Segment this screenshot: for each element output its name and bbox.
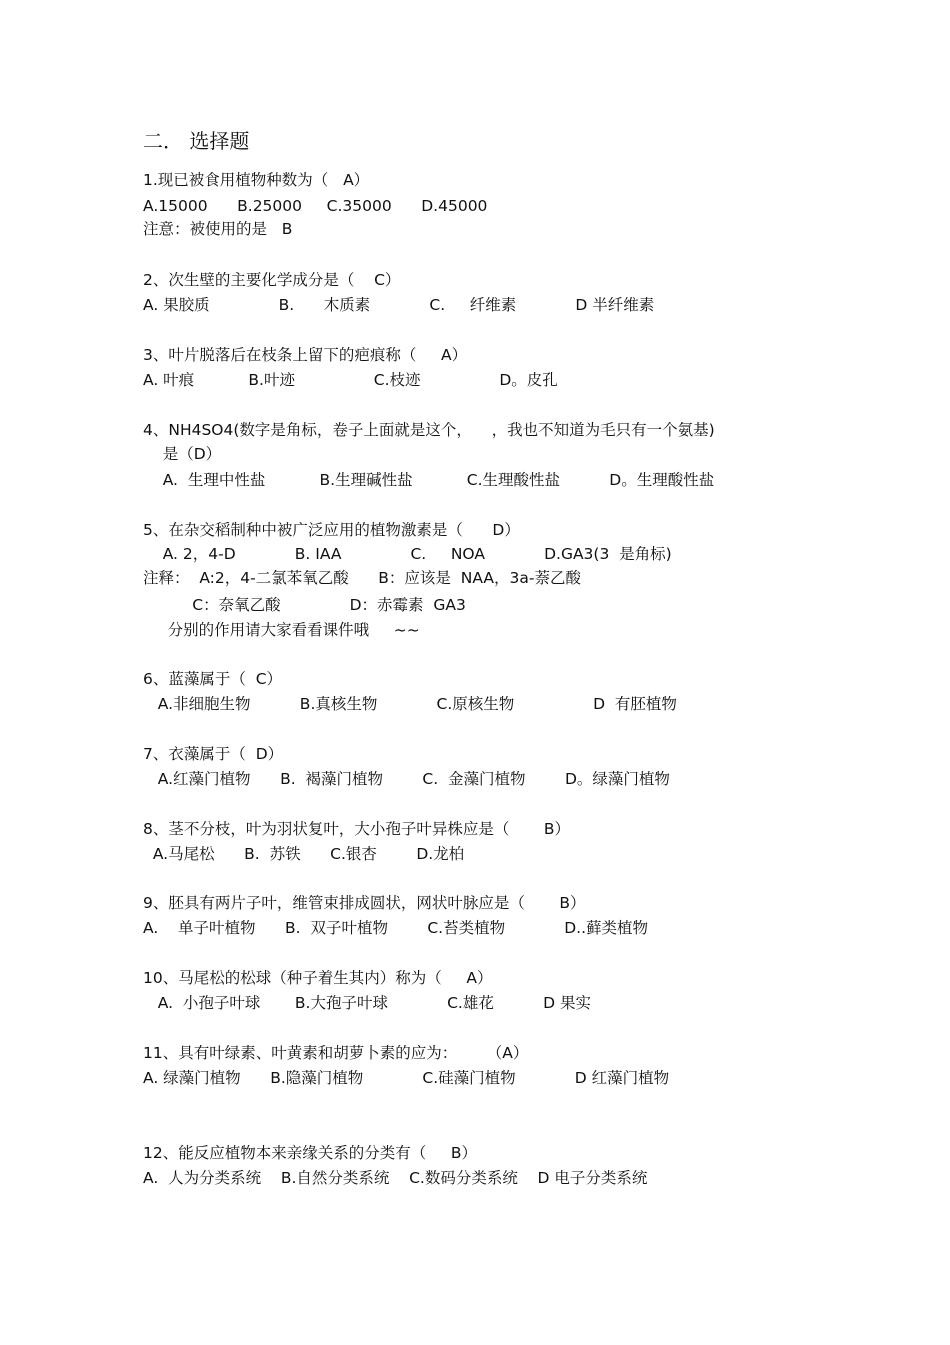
question-2-options: A. 果胶质 B. 木质素 C. 纤维素 D 半纤维素 — [143, 296, 655, 314]
question-5-note-3: 分别的作用请大家看看课件哦 ~~ — [143, 621, 420, 639]
question-9-stem: 9、胚具有两片子叶，维管束排成圆状，网状叶脉应是（ B） — [143, 894, 586, 912]
question-12-options: A. 人为分类系统 B.自然分类系统 C.数码分类系统 D 电子分类系统 — [143, 1169, 648, 1187]
question-5-note-2: C：奈氧乙酸 D：赤霉素 GA3 — [143, 596, 466, 614]
question-12-stem: 12、能反应植物本来亲缘关系的分类有（ B） — [143, 1144, 477, 1162]
question-1-note: 注意：被使用的是 B — [143, 220, 293, 238]
question-6-options: A.非细胞生物 B.真核生物 C.原核生物 D 有胚植物 — [143, 695, 677, 713]
question-3-options: A. 叶痕 B.叶迹 C.枝迹 D。皮孔 — [143, 371, 558, 389]
question-7-stem: 7、衣藻属于（ D） — [143, 745, 284, 763]
question-4-stem: 4、NH4SO4(数字是角标，卷子上面就是这个， ，我也不知道为毛只有一个氨基) — [143, 421, 715, 439]
question-3-stem: 3、叶片脱落后在枝条上留下的疤痕称（ A） — [143, 346, 468, 364]
question-7-options: A.红藻门植物 B. 褐藻门植物 C. 金藻门植物 D。绿藻门植物 — [143, 770, 670, 788]
question-11-stem: 11、具有叶绿素、叶黄素和胡萝卜素的应为： （A） — [143, 1044, 529, 1062]
question-5-stem: 5、在杂交稻制种中被广泛应用的植物激素是（ D） — [143, 521, 520, 539]
question-4-stem-cont: 是（D） — [143, 445, 222, 463]
question-6-stem: 6、蓝藻属于（ C） — [143, 670, 283, 688]
question-10-stem: 10、马尾松的松球（种子着生其内）称为（ A） — [143, 969, 493, 987]
section-title: 二． 选择题 — [143, 129, 250, 153]
question-1-options: A.15000 B.25000 C.35000 D.45000 — [143, 197, 488, 215]
question-11-options: A. 绿藻门植物 B.隐藻门植物 C.硅藻门植物 D 红藻门植物 — [143, 1069, 670, 1087]
question-5-note-1: 注释： A:2，4-二氯苯氧乙酸 B：应该是 NAA，3a-萘乙酸 — [143, 569, 581, 587]
question-8-stem: 8、茎不分枝，叶为羽状复叶，大小孢子叶异株应是（ B） — [143, 820, 570, 838]
question-8-options: A.马尾松 B. 苏铁 C.银杏 D.龙柏 — [143, 845, 465, 863]
question-10-options: A. 小孢子叶球 B.大孢子叶球 C.雄花 D 果实 — [143, 994, 591, 1012]
question-4-options: A. 生理中性盐 B.生理碱性盐 C.生理酸性盐 D。生理酸性盐 — [143, 471, 715, 489]
question-2-stem: 2、次生壁的主要化学成分是（ C） — [143, 271, 401, 289]
question-5-options: A. 2，4-D B. IAA C. NOA D.GA3(3 是角标) — [143, 545, 672, 563]
question-9-options: A. 单子叶植物 B. 双子叶植物 C.苔类植物 D..藓类植物 — [143, 919, 649, 937]
question-1-stem: 1.现已被食用植物种数为（ A） — [143, 171, 370, 189]
